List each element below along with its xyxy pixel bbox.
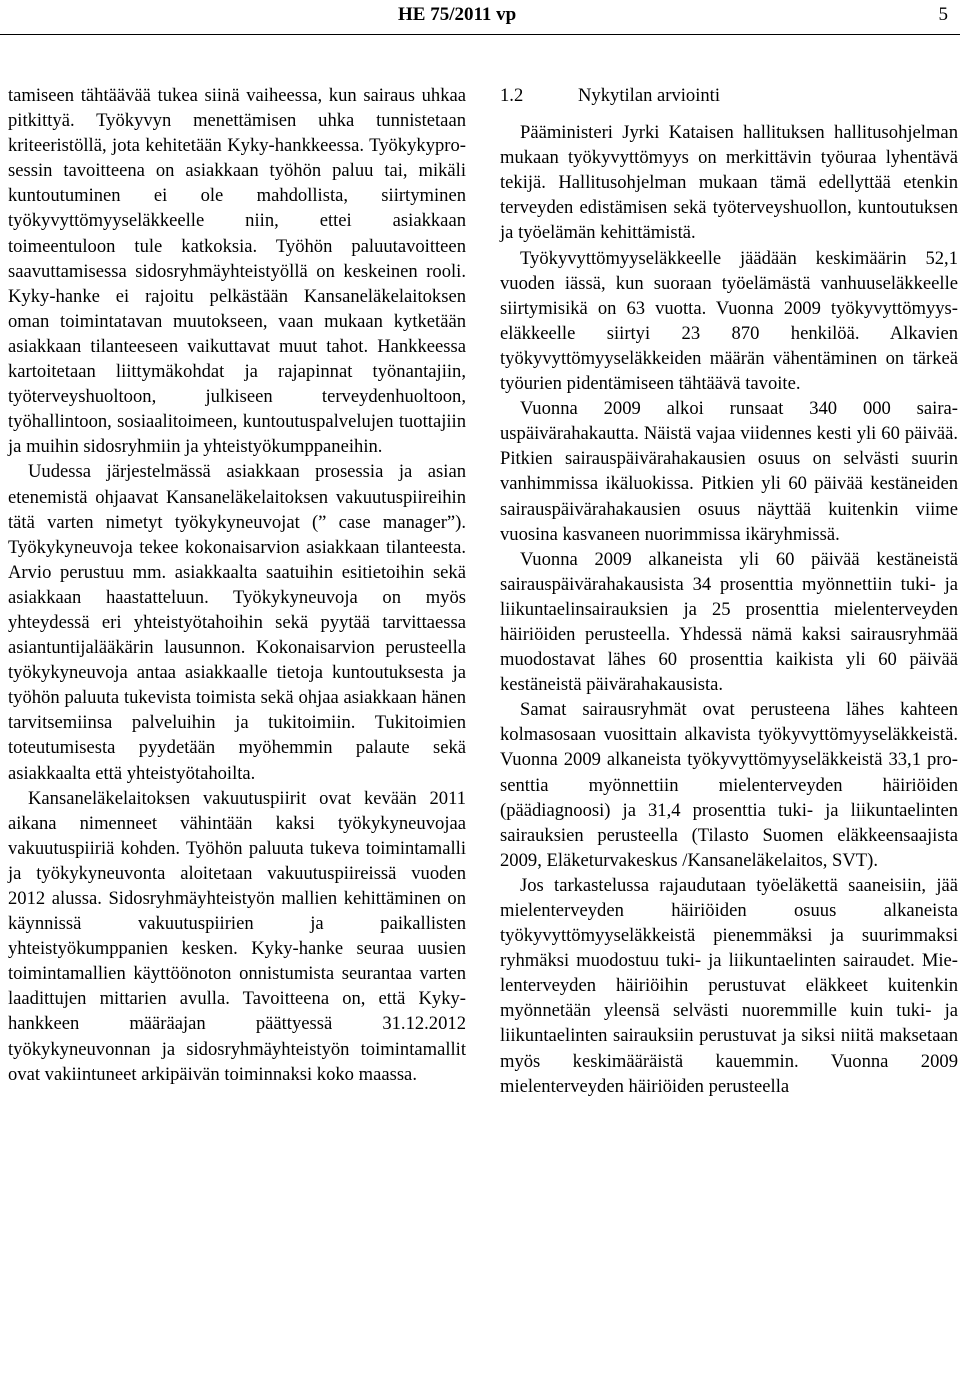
left-paragraph-1: tamiseen tähtäävää tukea siinä vaiheessa, kun sairaus uhkaa pitkittyä. Työkyvyn menettämisen uhka tunnistetaan kriteeristöllä, jota kehitetään Kyky-hankkeessa. Työkykyprosessin tavoitteena on asiakkaan työhön paluu tai, mikäli kuntoutuminen ei ole mahdollista, siirtyminen työkyvyttömyyseläkkeelle niin, ettei asiakkaan toimeentuloon tule katkoksia. Työhön paluutavoitteen saavuttamisessa sidosryhmäyhteistyöllä on keskeinen rooli. Kyky-hanke ei rajoitu pelkästään Kansaneläkelaitoksen oman toimintatavan muutokseen, vaan mukaan kytketään asiakkaan tilanteeseen vaikuttavat muut tahot. Hankkeessa kartoitetaan liittymäkohdat ja rajapinnat työnantajiin, työterveyshuoltoon, julkiseen terveydenhuoltoon, työhallintoon, sosiaalitoimeen, kuntoutuspalvelujen tuottajiin ja muihin sidosryhmiin ja yhteistyökumppaneihin. <box>8 85 466 458</box>
left-paragraph-2: Uudessa järjestelmässä asiakkaan prosessia ja asian etenemistä ohjaavat Kansaneläkelaitoksen vakuutuspiireihin tätä varten nimetyt työkykyneuvojat (” case manager”). Työkykyneuvoja tekee kokonaisarvion asiakkaan tilanteesta. Arvio perustuu mm. asiakkaalta saatuihin esitietoihin sekä asiakkaan haastatteluun. Työkykyneuvoja on myös yhteydessä eri yhteistyötahoihin sekä pyytää tarvittaessa asiantuntijalääkärin lausunnon. Kokonaisarvion perusteella työkykyneuvoja antaa asiakkaalle tietoja kuntoutuksesta ja työhön paluuta tukevista toimista sekä ohjaa asiakkaan hänen tarvitsemiinsa palveluihin ja tukitoimiin. Tukitoimien toteutumisesta pyydetään myöhemmin palaute sekä asiakkaalta että yhteistyötahoilta. <box>8 461 466 784</box>
page-number: 5 <box>938 4 948 25</box>
right-column <box>500 83 958 1099</box>
header-rule <box>0 34 960 35</box>
section-title: Nykytilan arviointi <box>578 85 721 106</box>
right-paragraph-4: Vuonna 2009 alkaneista yli 60 päivää kestäneistä sairauspäivärahakausista 34 prosenttia myönnettiin tuki- ja liikuntaelinsairauksien ja 25 prosenttia mielenterveyden häiriöiden perusteella. Yhdessä nämä kaksi sairausryhmää muodostavat lähes 60 prosenttia kaikista yli 60 päivää kestäneistä päivärahakausista. <box>500 548 958 696</box>
page-header <box>0 4 960 30</box>
right-paragraph-6: Jos tarkastelussa rajaudutaan työeläkettä saaneisiin, jää mielenterveyden häiriöiden osuus alkaneista työkyvyttömyyseläkkeistä pienemmäksi ja suurimmaksi ryhmäksi muodostuu tuki- ja liikuntaelinten sairaudet. Mielenterveyden häiriöihin perustuvat eläkkeet kuitenkin myönnetään yleensä selvästi nuoremmille kuin tuki- ja liikuntaelinten sairauksiin perustuvat ja siksi niitä maksetaan myös keskimääräistä kauemmin. Vuonna 2009 mielenterveyden häiriöiden perusteella <box>500 874 958 1097</box>
right-paragraph-5: Samat sairausryhmät ovat perusteena lähes kahteen kolmasosaan vuosittain alkavista työkyvyttömyyseläkkeistä. Vuonna 2009 alkaneista työkyvyttömyyseläkkeistä 33,1 prosenttia myönnettiin mielenterveyden häiriöiden (päädiagnoosi) ja 31,4 prosenttia tuki- ja liikuntaelinten sairauksien perusteella (Tilasto Suomen eläkkeensaajista 2009, Eläketurvakeskus /Kansaneläkelaitos, SVT). <box>500 699 958 871</box>
left-paragraph-3: Kansaneläkelaitoksen vakuutuspiirit ovat kevään 2011 aikana nimenneet vähintään kaksi työkykyneuvojaa vakuutuspiiriä kohden. Työhön paluuta tukeva toimintamalli ja työkykyneuvonta aloitetaan vakuutuspiireissä vuoden 2012 alussa. Sidosryhmäyhteistyön mallien kehittäminen on käynnissä vakuutuspiirien ja paikallisten yhteistyökumppanien kesken. Kyky-hanke seuraa uusien toimintamallien käyttöönoton onnistumista seurantaa varten laadittujen mittarien avulla. Tavoitteena on, että Kyky-hankkeen määräajan päättyessä 31.12.2012 työkykyneuvonnan ja sidosryhmäyhteistyön toimintamallit ovat vakiintuneet arkipäivän toiminnaksi koko maassa. <box>8 787 466 1085</box>
section-heading <box>500 83 958 108</box>
section-number: 1.2 <box>500 85 524 106</box>
left-column <box>8 83 466 1087</box>
right-paragraph-3: Vuonna 2009 alkoi runsaat 340 000 sairauspäivärahakautta. Näistä vajaa viidennes kesti yli 60 päivää. Pitkien sairauspäivärahakausien osuus on selvästi suurin vanhimmissa ikäluokissa. Pitkien yli 60 päivää kestäneiden sairauspäivärahakausien osuus näyttää kuitenkin viime vuosina kasvaneen nuorimmissa ikäryhmissä. <box>500 398 958 545</box>
document-id: HE 75/2011 vp <box>398 4 517 25</box>
right-paragraph-1: Pääministeri Jyrki Kataisen hallituksen hallitusohjelman mukaan työkyvyttömyys on merkittävin työuraa lyhentävä tekijä. Hallitusohjelman mukaan tämä edellyttää etenkin terveyden edistämisen sekä työterveyshuollon, kuntoutuksen ja työelämän kehittämistä. <box>500 122 958 244</box>
right-paragraph-2: Työkyvyttömyyseläkkeelle jäädään keskimäärin 52,1 vuoden iässä, kun suoraan työelämästä vanhuuseläkkeelle siirtymisikä on 63 vuotta. Vuonna 2009 työkyvyttömyyseläkkeelle siirtyi 23 870 henkilöä. Alkavien työkyvyttömyyseläkkeiden määrän vähentäminen on tärkeä työurien pidentämiseen tähtäävä tavoite. <box>500 247 958 395</box>
